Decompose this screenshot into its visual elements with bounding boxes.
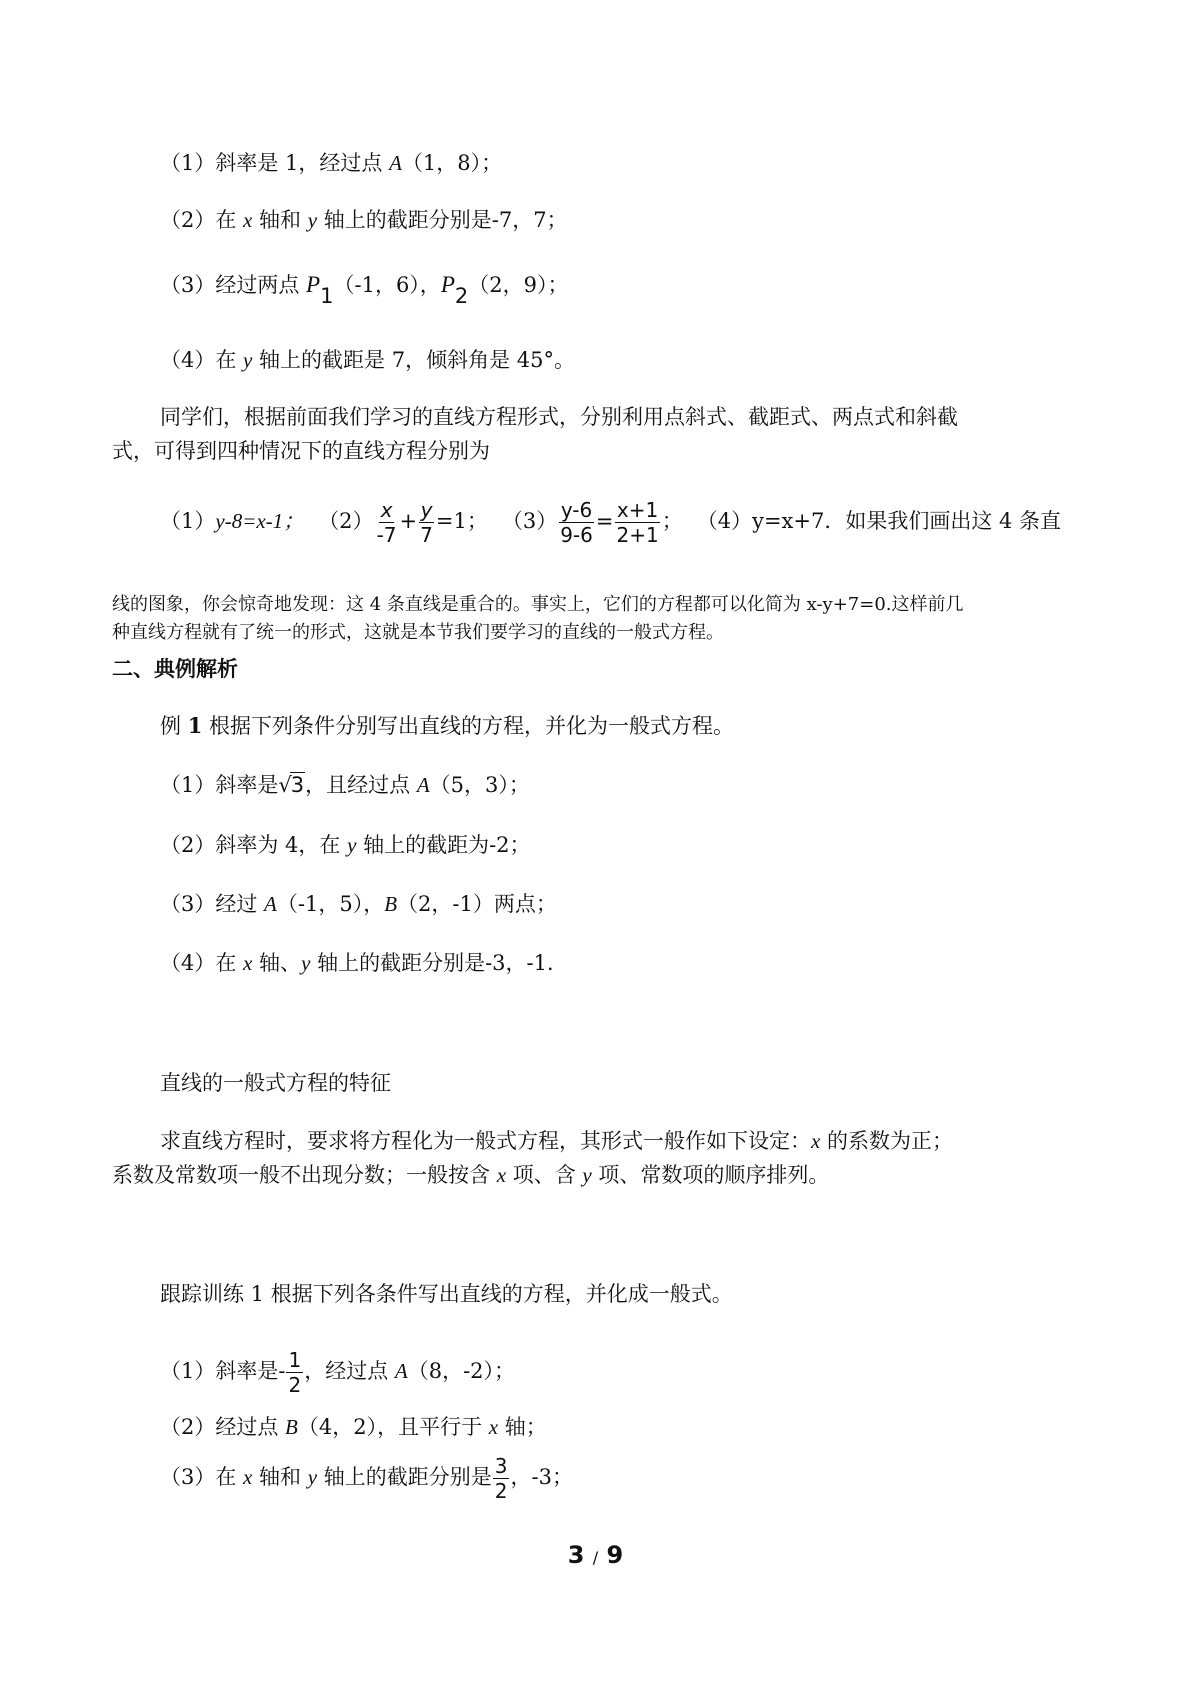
page-total: 9 — [606, 1541, 624, 1569]
fraction-y-over-7: $\frac{y}{7}$ — [420, 498, 433, 547]
paragraph-1-line-1: 同学们，根据前面我们学习的直线方程形式，分别利用点斜式、截距式、两点式和斜截 — [160, 405, 958, 429]
feature-line-1: 求直线方程时，要求将方程化为一般式方程，其形式一般作如下设定：x 的系数为正； — [160, 1129, 954, 1153]
sqrt-3: 3 — [290, 773, 305, 797]
paragraph-2-line-1: 线的图象，你会惊奇地发现：这 4 条直线是重合的。事实上，它们的方程都可以化简为 x-y+7=0.这样前几 — [112, 594, 964, 615]
fraction-x1-over-21: $\frac{x+1}{2+1}$ — [616, 498, 659, 547]
example-1-item-3: （3）经过 A（-1，5），B（2，-1）两点； — [160, 892, 557, 916]
practice-item-3: （3）在 x 轴和 y 轴上的截距分别是 $\frac{3}{2}$ ，-3； — [160, 1454, 573, 1503]
section-heading: 二、典例解析 — [112, 656, 238, 681]
feature-line-2: 系数及常数项一般不出现分数；一般按含 x 项、含 y 项、常数项的顺序排列。 — [112, 1163, 830, 1187]
intro-item-1: （1）斜率是 1，经过点 A（1，8）； — [160, 151, 503, 175]
practice-title: 跟踪训练 1 根据下列各条件写出直线的方程，并化成一般式。 — [160, 1282, 733, 1306]
example-1-item-2: （2）斜率为 4，在 y 轴上的截距为-2； — [160, 833, 531, 857]
example-1-item-1: （1）斜率是√3，且经过点 A（5，3）； — [160, 773, 530, 797]
page-number — [0, 1541, 1191, 1569]
fraction-x-over-neg7: $\frac{x}{-7}$ — [376, 498, 397, 547]
example-1-lead: 例 1 根据下列条件分别写出直线的方程，并化为一般式方程。 — [160, 713, 734, 738]
feature-title: 直线的一般式方程的特征 — [160, 1071, 391, 1095]
practice-item-2: （2）经过点 B（4，2），且平行于 x 轴； — [160, 1415, 547, 1439]
practice-item-1: （1）斜率是- $\frac{1}{2}$ ，经过点 A（8，-2）； — [160, 1348, 516, 1397]
example-1-item-4: （4）在 x 轴、y 轴上的截距分别是-3，-1． — [160, 951, 568, 975]
page-separator: / — [592, 1548, 599, 1567]
fraction-one-half: $\frac{1}{2}$ — [288, 1348, 302, 1397]
fraction-three-halves: $\frac{3}{2}$ — [494, 1454, 508, 1503]
intro-item-3: （3）经过两点 P1（-1，6），P2（2，9）； — [160, 272, 569, 308]
intro-item-2: （2）在 x 轴和 y 轴上的截距分别是-7，7； — [160, 208, 568, 232]
paragraph-2-line-2: 种直线方程就有了统一的形式，这就是本节我们要学习的直线的一般式方程。 — [112, 622, 724, 643]
fraction-y6-over-96: $\frac{y-6}{9-6}$ — [560, 498, 593, 547]
equations-line: （1）y-8=x-1； （2） $\frac{x}{-7}$ + $\frac{y}{7}$ =1； （3） $\frac{y-6}{9-6}$ = $\frac{x+1}{2+1}$ ； （4）y=x+7．如果我们画出这 4 条直 — [160, 498, 1062, 547]
intro-item-4: （4）在 y 轴上的截距是 7，倾斜角是 45°。 — [160, 348, 575, 372]
paragraph-1-line-2: 式，可得到四种情况下的直线方程分别为 — [112, 439, 490, 463]
equation-1: y-8=x-1； — [215, 509, 305, 533]
equation-4: y=x+7．如果我们画出这 4 条直 — [752, 509, 1062, 533]
page-current: 3 — [567, 1541, 585, 1569]
